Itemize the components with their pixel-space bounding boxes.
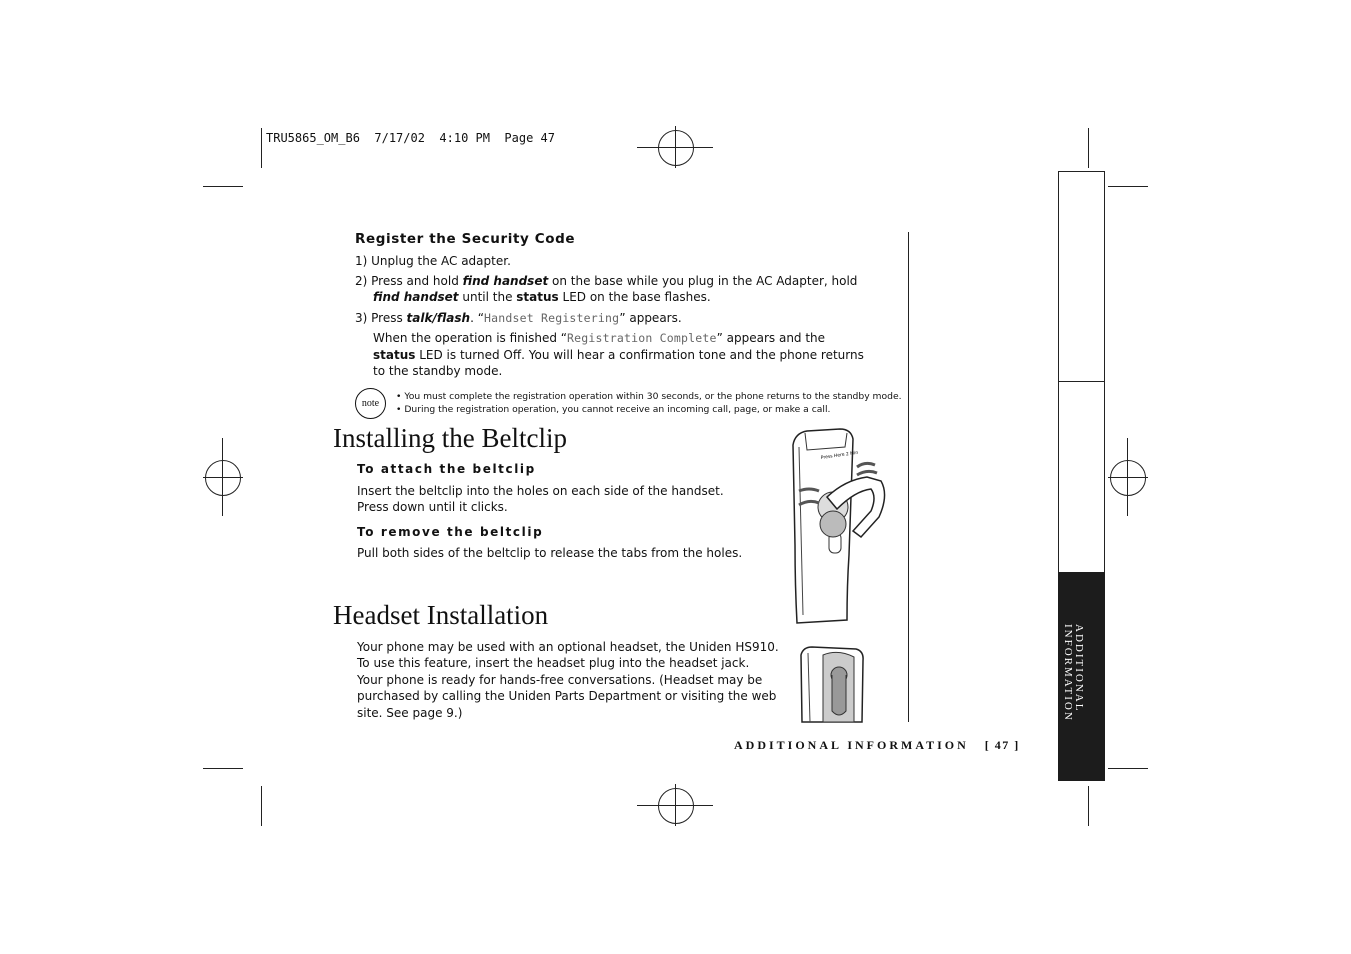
note-icon: note xyxy=(355,388,386,419)
find-handset-key: find handset xyxy=(462,274,549,288)
headset-title: Headset Installation xyxy=(333,600,549,630)
page-number: [ 47 ] xyxy=(984,738,1020,752)
register-heading: Register the Security Code xyxy=(355,231,576,247)
find-handset-key: find handset xyxy=(373,290,459,304)
side-tab-middle xyxy=(1058,381,1105,572)
register-step-3-detail: When the operation is finished “Registration Complete” appears and the status LED is turned Off. You will hear a confirmation tone and the phone returns to the standby mode. xyxy=(373,331,864,378)
headset-body: Your phone may be used with an optional headset, the Uniden HS910. To use this feature, insert the headset plug into the headset jack. Your phone is ready for hands-free conversations. (Headset may be purchased by calling the Uniden Parts Department or visiting the web site. See page 9.) xyxy=(357,640,779,720)
status-led-label: status xyxy=(516,290,559,304)
column-divider xyxy=(908,232,909,722)
footer xyxy=(734,738,1020,753)
attach-heading: To attach the beltclip xyxy=(357,462,536,476)
register-step-1: 1) Unplug the AC adapter. xyxy=(355,254,511,268)
status-led-label: status xyxy=(373,347,416,362)
side-tab-active xyxy=(1058,572,1105,781)
note-item: • You must complete the registration operation within 30 seconds, or the phone returns to the standby mode. xyxy=(396,391,902,402)
print-header: TRU5865_OM_B6 7/17/02 4:10 PM Page 47 xyxy=(266,131,555,145)
beltclip-title: Installing the Beltclip xyxy=(333,423,567,453)
side-tab-label-1: ADDITIONAL xyxy=(1073,624,1085,713)
remove-instructions: Pull both sides of the beltclip to release the tabs from the holes. xyxy=(357,546,743,560)
note-item: • During the registration operation, you cannot receive an incoming call, page, or make a call. xyxy=(396,404,831,415)
side-tab-label-2: INFORMATION xyxy=(1062,624,1074,722)
lcd-text: Handset Registering xyxy=(483,311,620,325)
lcd-text: Registration Complete xyxy=(567,331,717,345)
attach-instructions: Insert the beltclip into the holes on each side of the handset. Press down until it clicks. xyxy=(357,484,724,514)
side-tab-upper xyxy=(1058,171,1105,382)
note-list xyxy=(396,390,902,416)
beltclip-illustration xyxy=(785,425,895,630)
illustration-label: Press Here 2 Min xyxy=(820,450,859,461)
talk-flash-key: talk/flash xyxy=(406,311,471,325)
register-step-2: 2) Press and hold find handset on the base while you plug in the AC Adapter, hold find handset until the status LED on the base flashes. xyxy=(355,274,858,304)
remove-heading: To remove the beltclip xyxy=(357,525,544,539)
headset-jack-illustration xyxy=(798,645,868,723)
register-step-3: 3) Press talk/flash. “Handset Registering” appears. xyxy=(355,311,682,325)
footer-section-label: ADDITIONAL INFORMATION xyxy=(734,738,969,752)
